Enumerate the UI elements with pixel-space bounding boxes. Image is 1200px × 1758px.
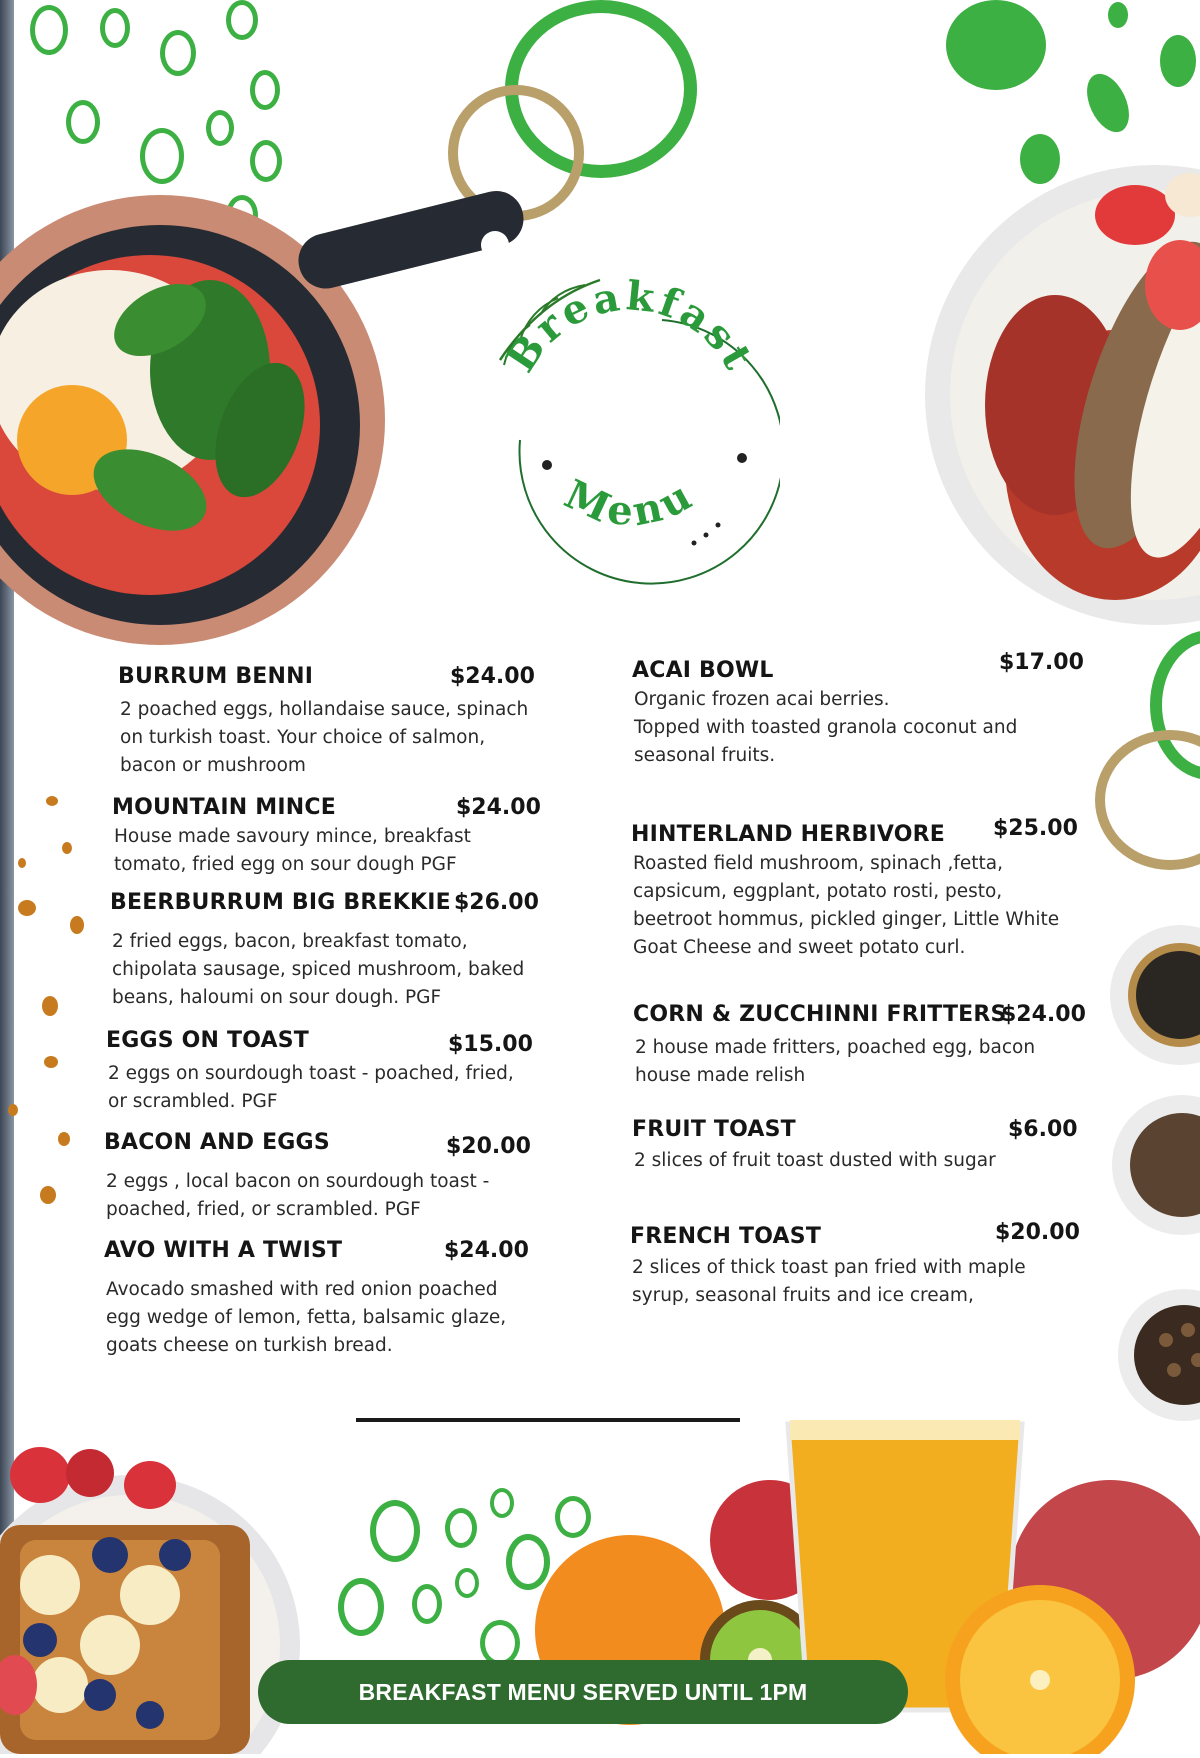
decor-ring — [226, 0, 258, 40]
decor-dot — [946, 0, 1046, 90]
decor-bean — [44, 1056, 58, 1068]
decor-bean — [58, 1132, 70, 1146]
item-description: House made savoury mince, breakfast tomato, fried egg on sour dough PGF — [114, 826, 471, 875]
item-price: $6.00 — [1008, 1117, 1078, 1142]
decor-ring — [250, 70, 280, 110]
item-description: Roasted field mushroom, spinach ,fetta, capsicum, eggplant, potato rosti, pesto, beetroot hommus, pickled ginger, Little White Goat Cheese and sweet potato curl. — [633, 853, 1060, 958]
item-description: 2 eggs , local bacon on sourdough toast - poached, fried, or scrambled. PGF — [106, 1171, 490, 1220]
item-price: $24.00 — [444, 1238, 529, 1263]
decor-dot — [1108, 2, 1128, 28]
decor-ring — [206, 110, 234, 146]
item-description: Organic frozen acai berries. Topped with toasted granola coconut and seasonal fruits. — [634, 689, 1018, 766]
item-name: BURRUM BENNI — [118, 664, 314, 689]
item-description: 2 slices of fruit toast dusted with sugar — [634, 1150, 996, 1171]
title-seal — [480, 270, 780, 590]
item-price: $24.00 — [1001, 1002, 1086, 1027]
item-price: $24.00 — [450, 664, 535, 689]
decor-ring — [490, 1488, 514, 1518]
item-name: FRUIT TOAST — [632, 1117, 796, 1142]
decor-ring — [1095, 730, 1200, 870]
item-price: $26.00 — [454, 890, 539, 915]
item-name: MOUNTAIN MINCE — [112, 795, 336, 820]
item-name: BACON AND EGGS — [104, 1130, 330, 1155]
item-name: AVO WITH A TWIST — [104, 1238, 343, 1263]
decor-ring — [370, 1500, 420, 1562]
decor-ring — [66, 100, 100, 144]
item-name: HINTERLAND HERBIVORE — [631, 822, 946, 847]
item-description: 2 poached eggs, hollandaise sauce, spinach on turkish toast. Your choice of salmon, bacon or mushroom — [120, 699, 529, 776]
title-line1: Breakfast — [497, 272, 764, 381]
item-price: $17.00 — [999, 650, 1084, 675]
decor-ring — [455, 1568, 479, 1598]
item-price: $24.00 — [456, 795, 541, 820]
decor-bean — [18, 900, 36, 916]
decor-bean — [46, 796, 58, 806]
item-name: CORN & ZUCCHINNI FRITTERS — [633, 1002, 1007, 1027]
decor-ring — [140, 128, 184, 184]
item-price: $20.00 — [446, 1134, 531, 1159]
acai-bowl-image — [905, 165, 1200, 625]
item-description: 2 eggs on sourdough toast - poached, fried, or scrambled. PGF — [108, 1063, 514, 1112]
french-toast-image — [0, 1445, 300, 1754]
item-name: FRENCH TOAST — [630, 1224, 822, 1249]
decor-ring — [338, 1578, 384, 1636]
decor-bean — [62, 842, 72, 854]
decor-bean — [18, 858, 26, 868]
item-name: EGGS ON TOAST — [106, 1028, 310, 1053]
decor-ring — [100, 8, 130, 48]
decor-ring — [30, 5, 68, 55]
footer-banner: BREAKFAST MENU SERVED UNTIL 1PM — [258, 1660, 908, 1724]
decor-bean — [8, 1104, 18, 1116]
decor-ring — [160, 30, 196, 76]
decor-dot — [1079, 67, 1138, 138]
item-price: $20.00 — [995, 1220, 1080, 1245]
item-description: Avocado smashed with red onion poached egg wedge of lemon, fetta, balsamic glaze, goats cheese on turkish bread. — [106, 1279, 507, 1356]
decor-bean — [70, 916, 84, 934]
item-price: $15.00 — [448, 1032, 533, 1057]
item-description: 2 fried eggs, bacon, breakfast tomato, chipolata sausage, spiced mushroom, baked beans, haloumi on sour dough. PGF — [112, 931, 525, 1008]
coffee-cups-image — [1100, 880, 1200, 1500]
title-line2: Menu — [557, 470, 703, 536]
item-name: ACAI BOWL — [632, 658, 774, 683]
decor-ring — [445, 1508, 477, 1548]
decor-bean — [40, 1186, 56, 1204]
decor-ring — [412, 1584, 442, 1624]
decor-dot — [1160, 35, 1196, 87]
item-price: $25.00 — [993, 816, 1078, 841]
decor-ring — [250, 140, 282, 182]
item-description: 2 slices of thick toast pan fried with maple syrup, seasonal fruits and ice cream, — [632, 1257, 1026, 1306]
skillet-eggs-image — [0, 190, 540, 650]
decor-bean — [42, 996, 58, 1016]
item-description: 2 house made fritters, poached egg, bacon house made relish — [635, 1037, 1036, 1086]
item-name: BEERBURRUM BIG BREKKIE — [110, 890, 451, 915]
